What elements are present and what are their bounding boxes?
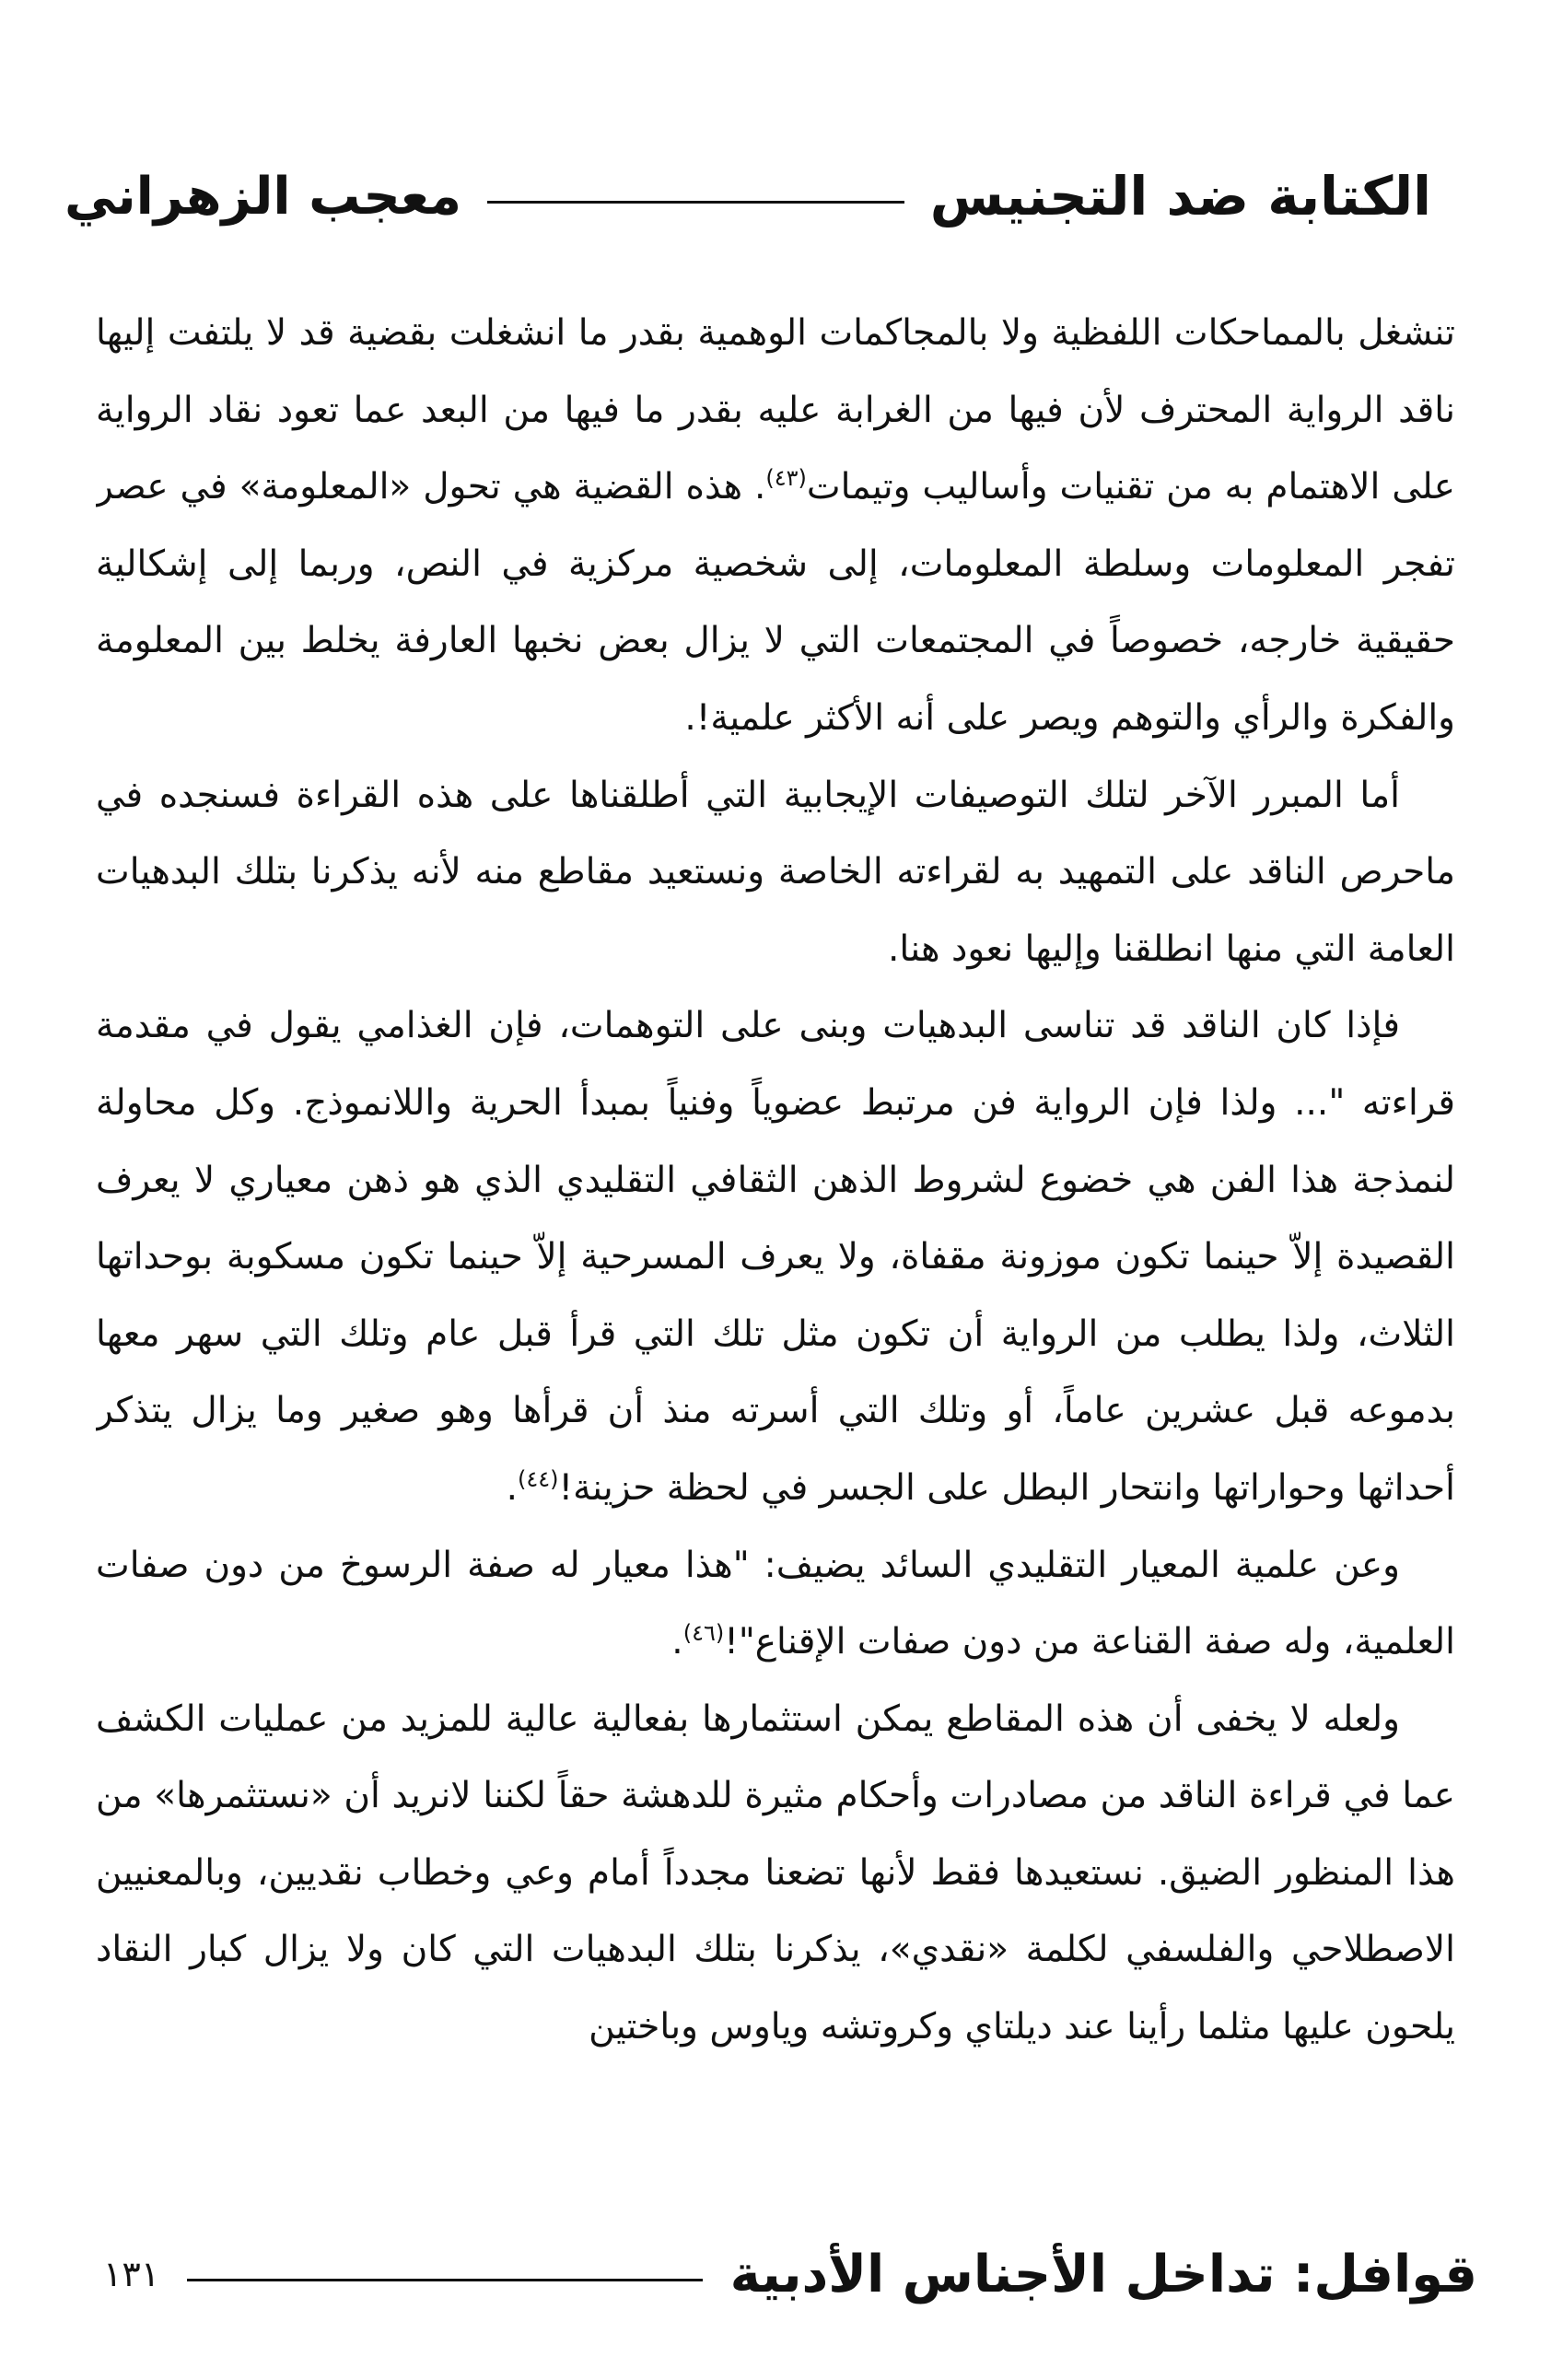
footnote-ref: (٤٤) — [518, 1465, 559, 1492]
series-title: قوافل: تداخل الأجناس الأدبية — [729, 2244, 1477, 2304]
body-text — [96, 295, 1455, 2211]
book-title: الكتابة ضد التجنيس — [929, 165, 1431, 228]
paragraph: أما المبرر الآخر لتلك التوصيفات الإيجابية التي أطلقناها على هذه القراءة فسنجده في ماحرص الناقد على التمهيد به لقراءته الخاصة ونستعيد مقاطع منه لأنه يذكرنا بتلك البدهيات العامة التي منها انطلقنا وإليها نعود هنا. — [96, 774, 1455, 970]
paragraph: وعن علمية المعيار التقليدي السائد يضيف: "هذا معيار له صفة الرسوخ من دون صفات العلمية، وله صفة القناعة من دون صفات الإقناع"!$^{(٤٦)}$. — [96, 1544, 1455, 1663]
paragraph: ولعله لا يخفى أن هذه المقاطع يمكن استثمارها بفعالية عالية للمزيد من عمليات الكشف عما في قراءة الناقد من مصادرات وأحكام مثيرة للدهشة حقاً لكننا لانريد أن «نستثمرها» من هذا المنظور الضيق. نستعيدها فقط لأنها تضعنا مجدداً أمام وعي وخطاب نقديين، وبالمعنيين الاصطلاحي والفلسفي لكلمة «نقدي»، يذكرنا بتلك البدهيات التي كان ولا يزال كبار النقاد يلحون عليها مثلما رأينا عند ديلتاي وكروتشه وياوس وباختين — [96, 1698, 1455, 2048]
footer-rule — [187, 2279, 702, 2281]
page-number: ١٣١ — [103, 2254, 160, 2294]
footnote-ref: (٤٣) — [765, 465, 807, 492]
paragraph: فإذا كان الناقد قد تناسى البدهيات وبنى على التوهمات، فإن الغذامي يقول في مقدمة قراءته "... ولذا فإن الرواية فن مرتبط عضوياً وفنياً بمبدأ الحرية واللانموذج. وكل محاولة لنمذجة هذا الفن هي خضوع لشروط الذهن الثقافي التقليدي الذي هو ذهن معياري لا يعرف القصيدة إلاّ حينما تكون موزونة مقفاة، ولا يعرف المسرحية إلاّ حينما تكون مسكوبة بوحداتها الثلاث، ولذا يطلب من الرواية أن تكون مثل تلك التي قرأ قبل عام وتلك التي سهر معها بدموعه قبل عشرين عاماً، أو وتلك التي أسرته منذ أن قرأها وهو صغير وما يزال يتذكر أحداثها وحواراتها وانتحار البطل على الجسر في لحظة حزينة!$^{(٤٤)}$. — [96, 1005, 1455, 1509]
running-footer — [103, 2233, 1477, 2316]
author-name: معجب الزهراني — [64, 166, 462, 227]
footnote-ref: (٤٦) — [682, 1620, 725, 1647]
running-header — [64, 155, 1431, 238]
paragraph: تنشغل بالمماحكات اللفظية ولا بالمجاكمات الوهمية بقدر ما انشغلت بقضية قد لا يلتفت إليها ناقد الرواية المحترف لأن فيها من الغرابة عليه بقدر ما فيها من البعد عما تعود نقاد الرواية على الاهتمام به من تقنيات وأساليب وتيمات$^{(٤٣)}$. هذه القضية هي تحول «المعلومة» في عصر تفجر المعلومات وسلطة المعلومات، إلى شخصية مركزية في النص، وربما إلى إشكالية حقيقية خارجه، خصوصاً في المجتمعات التي لا يزال بعض نخبها العارفة يخلط بين المعلومة والفكرة والرأي والتوهم ويصر على أنه الأكثر علمية!. — [96, 312, 1455, 739]
header-rule — [487, 201, 904, 204]
